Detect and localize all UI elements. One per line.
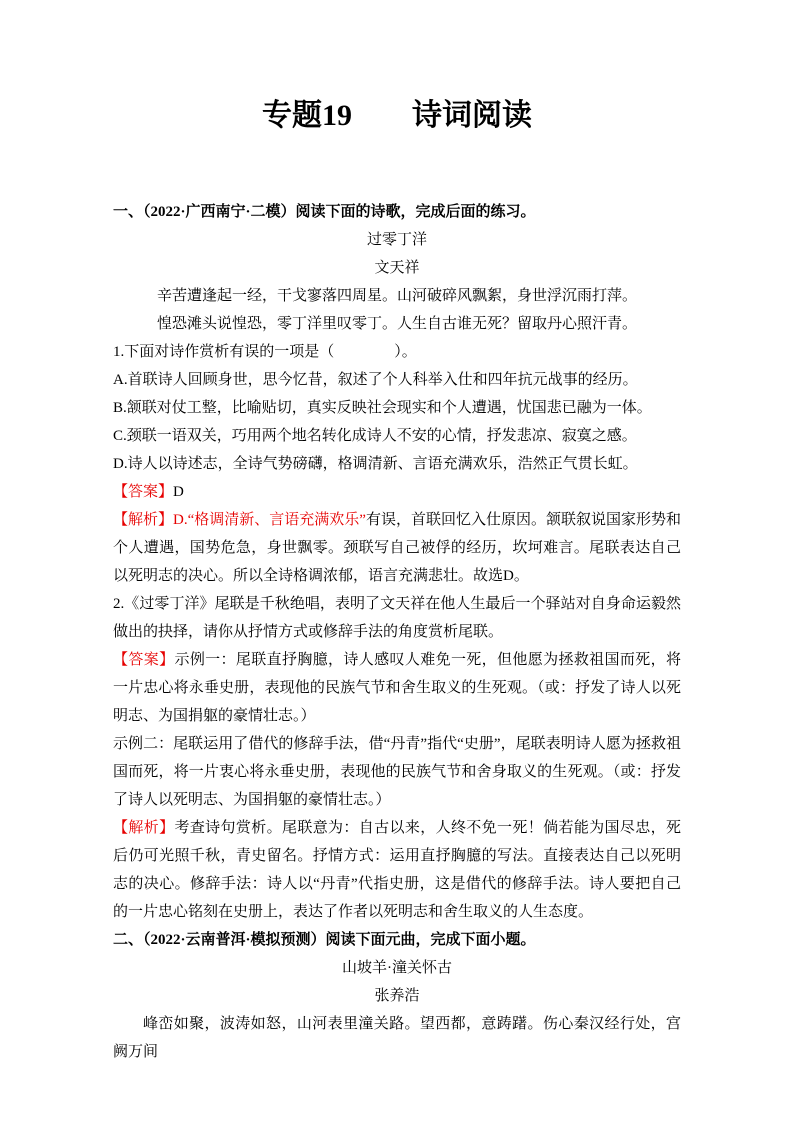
question-1-analysis — [113, 506, 681, 590]
qu-title: 山坡羊·潼关怀古 — [342, 960, 452, 976]
analysis-label: 【解析】 — [113, 512, 174, 528]
analysis-text: 考查诗句赏析。尾联意为：自古以来，人终不免一死！倘若能为国尽忠，死后仍可光照千秋，青史留名。抒情方式：运用直抒胸臆的写法。直接表达自己以死明志的决心。修辞手法：诗人以“丹青”代指史册，这是借代的修辞手法。诗人要把自己的一片忠心铭刻在史册上，表达了作者以死明志和舍生取义的人生态度。 — [113, 820, 681, 920]
answer-label: 【答案】 — [113, 484, 174, 500]
exercise-two-heading: 二、（2022·云南普洱·模拟预测）阅读下面元曲，完成下面小题。 — [113, 932, 536, 948]
analysis-text: 有误，首联回忆入仕原因。颔联叙说国家形势和个人遭遇，国势危急，身世飘零。颈联写自己被俘的经历，坎坷难言。尾联表达自己以死明志的决心。所以全诗格调浓郁，语言充满悲壮。故选D。 — [113, 512, 681, 584]
poem-line: 惶恐滩头说惶恐，零丁洋里叹零丁。人生自古谁无死？留取丹心照汗青。 — [156, 316, 637, 332]
question-1-option-c: C.颈联一语双关，巧用两个地名转化成诗人不安的心情，抒发悲凉、寂寞之感。 — [113, 428, 637, 444]
answer-value: D — [173, 484, 184, 500]
question-1-option-d: D.诗人以诗述志，全诗气势磅礴，格调清新、言语充满欢乐，浩然正气贯长虹。 — [113, 456, 638, 472]
question-1-option-b: B.颔联对仗工整，比喻贴切，真实反映社会现实和个人遭遇，忧国悲已融为一体。 — [113, 400, 652, 416]
question-2-stem: 2.《过零丁洋》尾联是千秋绝唱，表明了文天祥在他人生最后一个驿站对自身命运毅然做出的抉择，请你从抒情方式或修辞手法的角度赏析尾联。 — [113, 596, 681, 640]
qu-author: 张养浩 — [374, 988, 420, 1004]
poem-line: 辛苦遭逢起一经，干戈寥落四周星。山河破碎风飘絮，身世浮沉雨打萍。 — [156, 288, 637, 304]
question-1-answer — [113, 478, 681, 506]
question-2-analysis — [113, 814, 681, 926]
answer-example-2: 示例二：尾联运用了借代的修辞手法，借“丹青”指代“史册”，尾联表明诗人愿为拯救祖国而死，将一片衷心将永垂史册，表现他的民族气节和舍身取义的生死观。（或：抒发了诗人以死明志、为国捐躯的豪情壮志。） — [113, 736, 681, 808]
poem-author: 文天祥 — [374, 260, 420, 276]
qu-first-line: 峰峦如聚，波涛如怒，山河表里潼关路。望西都，意踌躇。伤心秦汉经行处，宫阙万间 — [113, 1016, 681, 1060]
analysis-label: 【解析】 — [113, 820, 175, 836]
question-1-option-a: A.首联诗人回顾身世，思今忆昔，叙述了个人科举入仕和四年抗元战事的经历。 — [113, 372, 638, 388]
answer-label: 【答案】 — [113, 652, 175, 668]
exercise-one-heading: 一、（2022·广西南宁·二模）阅读下面的诗歌，完成后面的练习。 — [113, 204, 536, 220]
document-title: 专题19 诗词阅读 — [262, 99, 532, 132]
analysis-highlight: D.“格调清新、言语充满欢乐” — [173, 512, 366, 528]
question-1-stem: 1.下面对诗作赏析有误的一项是（ ）。 — [113, 344, 417, 360]
question-2-answer — [113, 646, 681, 730]
poem-title: 过零丁洋 — [366, 232, 427, 248]
answer-example-1: 示例一：尾联直抒胸臆，诗人感叹人难免一死，但他愿为拯救祖国而死，将一片忠心将永垂史册，表现他的民族气节和舍生取义的生死观。（或：抒发了诗人以死明志、为国捐躯的豪情壮志。） — [113, 652, 681, 724]
